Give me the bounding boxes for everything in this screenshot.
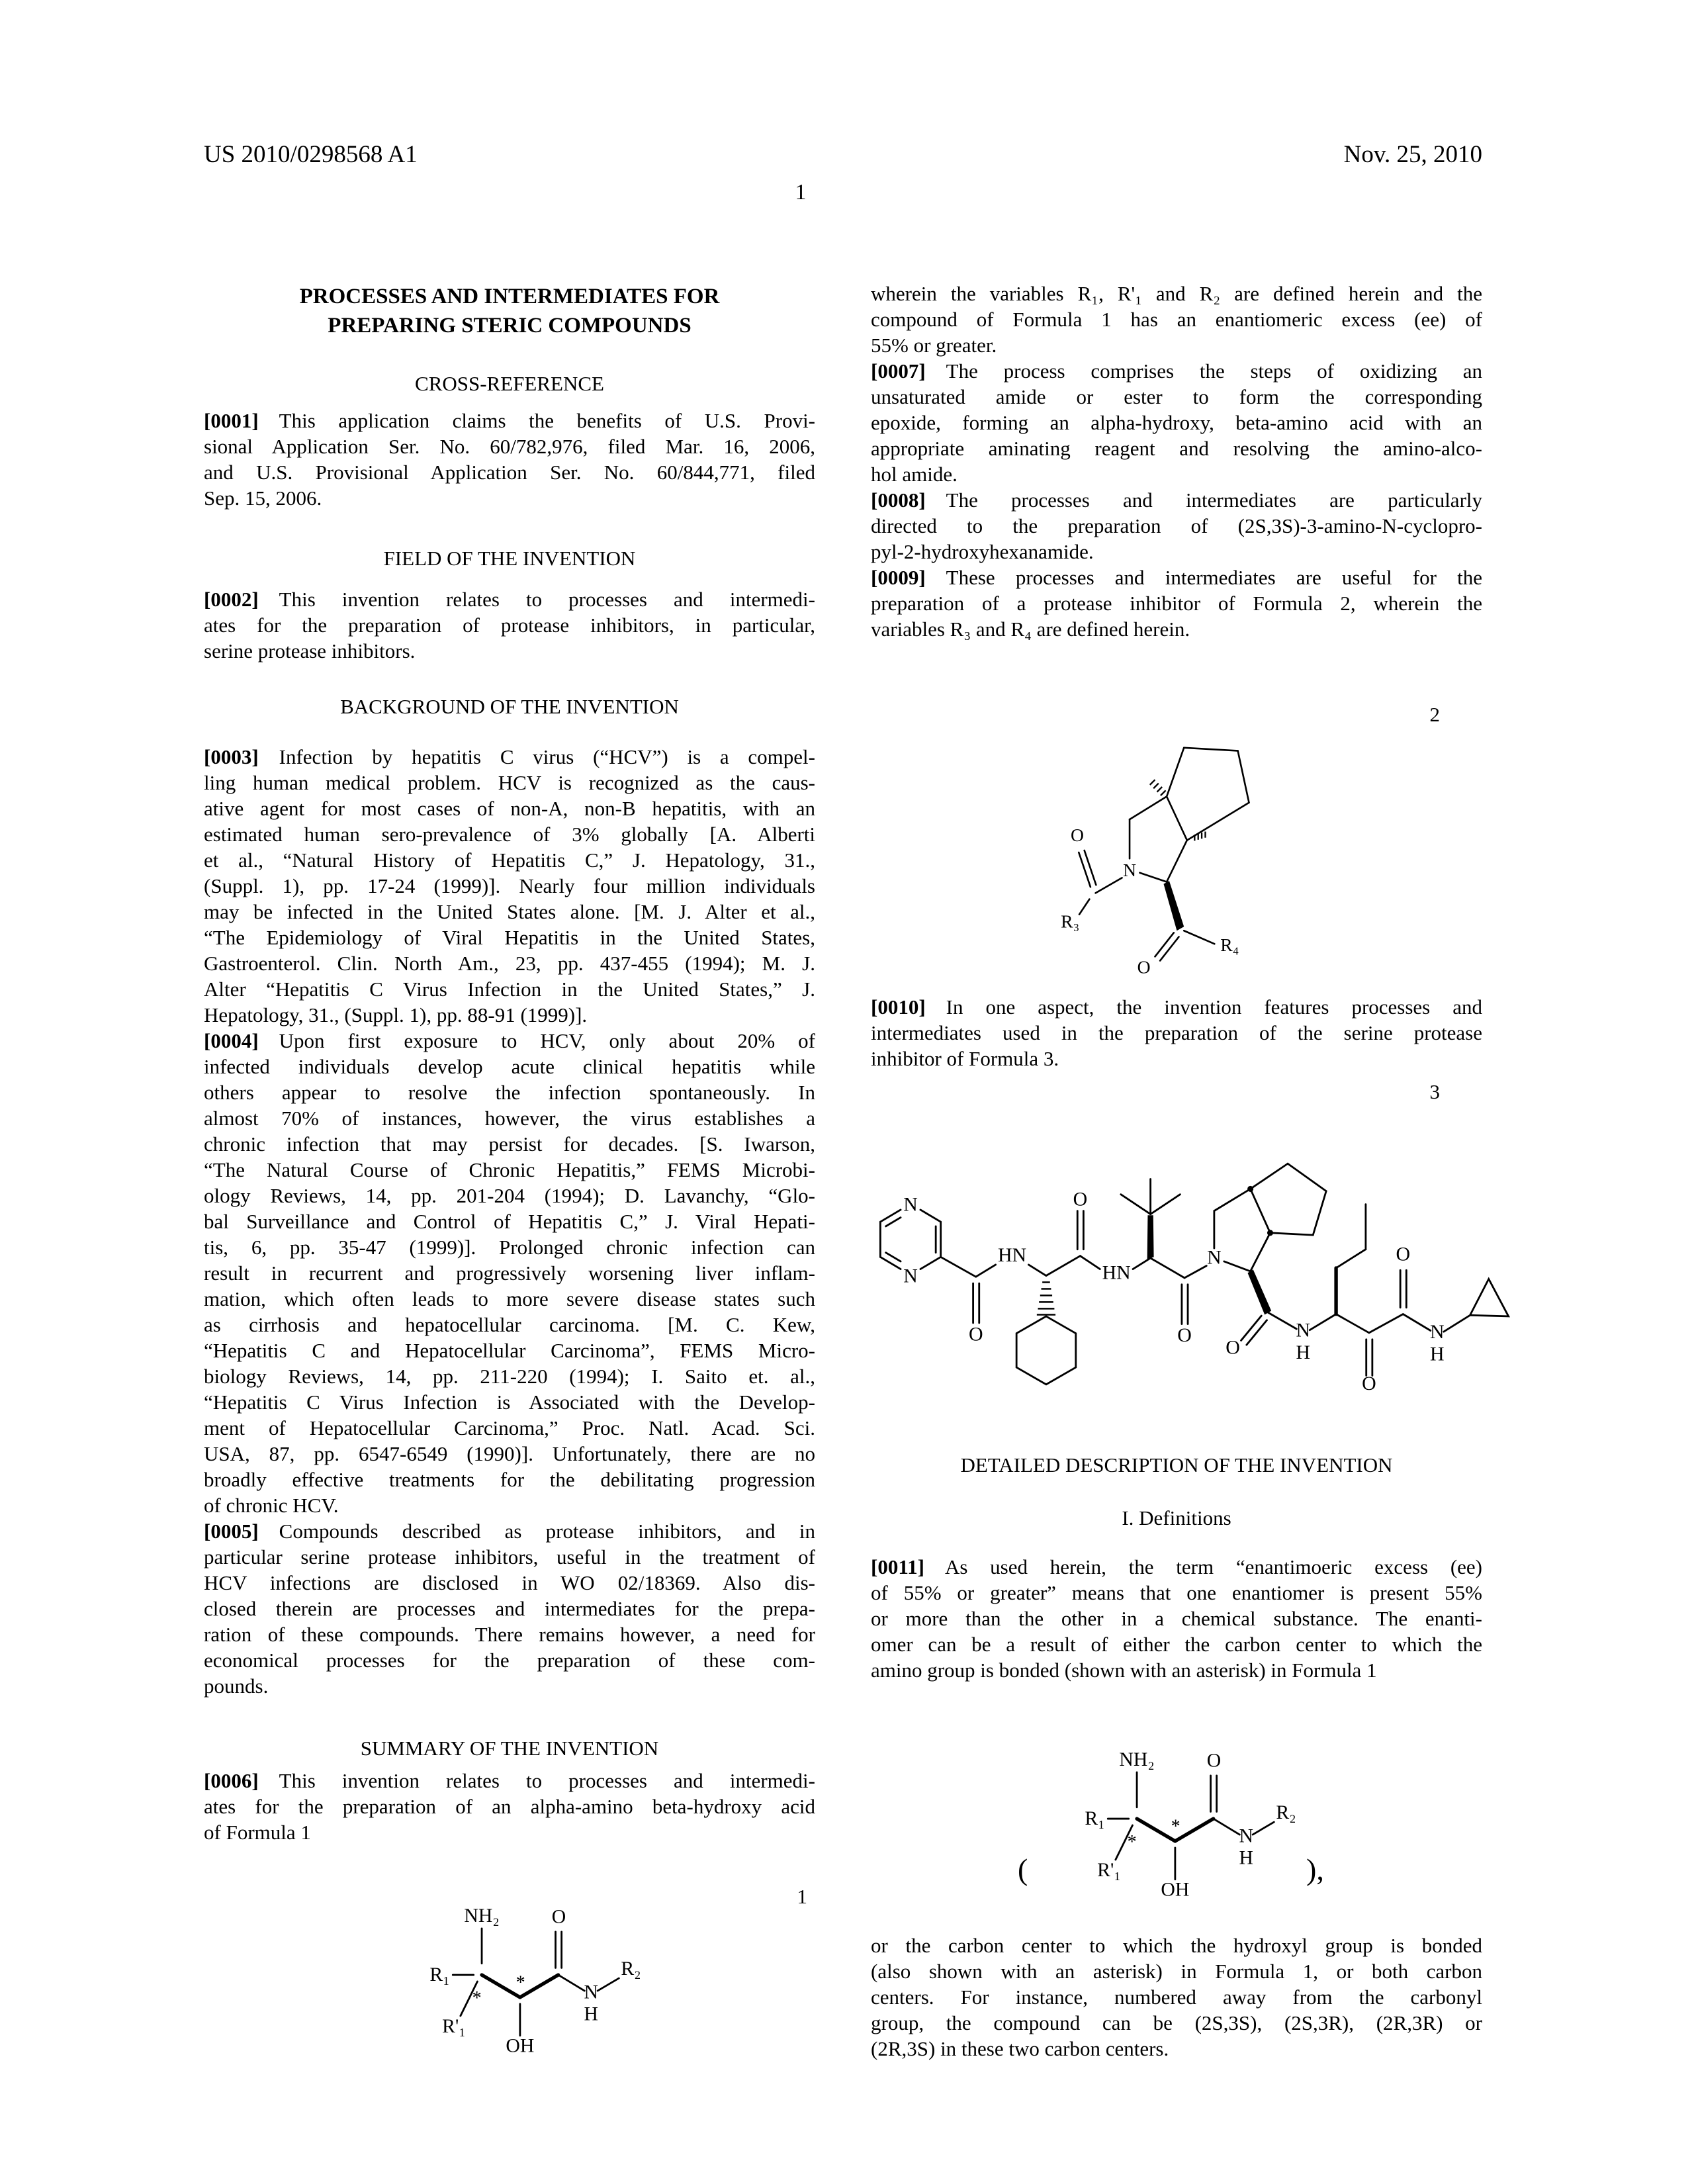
text-line: broadly effective treatments for the debilitating progression [204,1468,815,1491]
text-line: Alter “Hepatitis C Virus Infection in the United States,” J. [204,978,815,1001]
heading-detailed-description: DETAILED DESCRIPTION OF THE INVENTION [960,1453,1393,1477]
stereocenter-asterisk: * [1127,1831,1137,1852]
paragraph-0006 [204,1768,815,1845]
text-line: almost 70% of instances, however, the virus establishes a [204,1107,815,1130]
text-line: result in recurrent and progressively worsening liver inflam- [204,1261,815,1285]
formula-3-label: 3 [1429,1080,1440,1103]
paragraph-wherein [871,281,1482,358]
text-line: Sep. 15, 2006. [204,486,322,510]
amide-h-label: H [1239,1847,1253,1869]
paragraph-0009 [871,565,1482,642]
text-line: as cirrhosis and hepatocellular carcinoma. [M. C. Kew, [204,1313,815,1336]
text-line: Gastroenterol. Clin. North Am., 23, pp. 437-455 (1994); M. J. [204,952,815,975]
text-line: unsaturated amide or ester to form the corresponding [871,385,1482,408]
text-line: pounds. [204,1674,269,1698]
text-line: ates for the preparation of an alpha-amino beta-hydroxy acid [204,1795,815,1818]
text-line: PROCESSES AND INTERMEDIATES FOR [299,285,720,308]
paragraph-0004 [204,1028,815,1518]
carbonyl-o-label: O [1206,1750,1222,1772]
r2-label: R₂ [1276,1802,1296,1824]
text-line: tis, 6, pp. 35-47 (1999)]. Prolonged chronic infection can [204,1236,815,1259]
paragraph-0003 [204,744,815,1028]
text-line: infected individuals develop acute clinical hepatitis while [204,1055,815,1078]
text-line: [0010] In one aspect, the invention features processes and [871,995,1482,1019]
text-line: [0002] This invention relates to processes and intermedi- [204,588,815,611]
text-line: 55% or greater. [871,334,997,357]
text-line: others appear to resolve the infection spontaneously. In [204,1081,815,1104]
paragraph-0001 [204,408,815,511]
text-line: of chronic HCV. [204,1494,339,1517]
keto-o-label: O [1362,1373,1376,1395]
r1-prime-label: R'₁ [1097,1859,1121,1881]
text-line: USA, 87, pp. 6547-6549 (1990)]. Unfortunately, there are no [204,1442,815,1465]
text-line: “The Epidemiology of Viral Hepatitis in the United States, [204,926,815,949]
patent-date: Nov. 25, 2010 [1343,141,1482,168]
text-line: directed to the preparation of (2S,3S)-3-amino-N-cyclopro- [871,514,1482,537]
text-line: (Suppl. 1), pp. 17-24 (1999)]. Nearly four million individuals [204,874,815,897]
text-line: ration of these compounds. There remains however, a need for [204,1623,815,1646]
r1-prime-label: R'₁ [442,2015,466,2037]
text-line: [0011] As used herein, the term “enantimoeric excess (ee) [871,1555,1482,1578]
amide-hn-label: HN [1102,1261,1131,1284]
hydroxyl-label: OH [506,2035,535,2057]
text-line: compound of Formula 1 has an enantiomeric excess (ee) of [871,308,1482,331]
amide-n-label: N [1296,1319,1311,1342]
heading-field-of-invention: FIELD OF THE INVENTION [383,547,636,570]
close-paren: ), [1306,1852,1324,1886]
pyrazine-n-label: N [903,1193,918,1216]
text-line: (also shown with an asterisk) in Formula 1, or both carbon [871,1960,1482,1983]
open-paren: ( [1018,1852,1028,1886]
paragraph-0011 [871,1554,1482,1683]
carbonyl-o-label: O [1396,1243,1411,1265]
text-line: “The Natural Course of Chronic Hepatitis,” FEMS Microbi- [204,1158,815,1181]
stereocenter-asterisk: * [1171,1816,1181,1837]
text-line: bal Surveillance and Control of Hepatitis C,” J. Viral Hepati- [204,1210,815,1233]
carbonyl-o-label: O [1226,1336,1240,1359]
heading-definitions: I. Definitions [1122,1506,1231,1529]
text-line: ment of Hepatocellular Carcinoma,” Proc. Natl. Acad. Sci. [204,1416,815,1439]
formula-2-label: 2 [1429,703,1440,726]
text-line: [0001] This application claims the benefits of U.S. Provi- [204,409,815,432]
text-line: appropriate aminating reagent and resolving the amino-alco- [871,437,1482,460]
r3-label: R₃ [1061,911,1080,932]
text-line: ling human medical problem. HCV is recognized as the caus- [204,771,815,794]
text-line: of 55% or greater” means that one enantiomer is present 55% [871,1581,1482,1604]
carbonyl-o-label: O [1137,956,1151,978]
r1-label: R₁ [429,1964,450,1986]
text-line: particular serine protease inhibitors, useful in the treatment of [204,1545,815,1569]
text-line: estimated human sero-prevalence of 3% globally [A. Alberti [204,823,815,846]
stereocenter-asterisk: * [472,1987,482,2009]
heading-background: BACKGROUND OF THE INVENTION [340,695,679,718]
hydroxyl-label: OH [1161,1879,1190,1901]
paragraph-0007 [871,358,1482,487]
formula-1-structure [397,1897,648,2066]
text-line: [0006] This invention relates to processes and intermedi- [204,1769,815,1792]
paragraph-0002 [204,586,815,664]
text-line: centers. For instance, numbered away from the carbonyl [871,1985,1482,2009]
carbonyl-o-label: O [551,1906,566,1928]
text-line: [0003] Infection by hepatitis C virus (“HCV”) is a compel- [204,745,815,768]
text-line: inhibitor of Formula 3. [871,1047,1059,1070]
text-line: biology Reviews, 14, pp. 211-220 (1994); I. Saito et. al., [204,1365,815,1388]
amine-label: NH₂ [464,1905,500,1927]
amide-h-label: H [584,2003,598,2025]
text-line: may be infected in the United States alone. [M. J. Alter et al., [204,900,815,923]
r1-label: R₁ [1085,1808,1105,1830]
text-line: wherein the variables R₁, R'₁ and R₂ are defined herein and the [871,282,1482,305]
page-number: 1 [795,180,807,205]
amide-n-label: N [1429,1321,1445,1343]
text-line: ative agent for most cases of non-A, non-B hepatitis, with an [204,797,815,820]
text-line: [0009] These processes and intermediates are useful for the [871,566,1482,589]
amide-h-label: H [1429,1343,1445,1365]
text-line: omer can be a result of either the carbon center to which the [871,1633,1482,1656]
text-line: HCV infections are disclosed in WO 02/18369. Also dis- [204,1571,815,1594]
text-line: and U.S. Provisional Application Ser. No. 60/844,771, filed [204,461,815,484]
text-line: group, the compound can be (2S,3S), (2S,3R), (2R,3R) or [871,2011,1482,2034]
heading-cross-reference: CROSS-REFERENCE [415,372,604,395]
text-line: preparation of a protease inhibitor of Formula 2, wherein the [871,592,1482,615]
carbonyl-o-label: O [1177,1324,1192,1347]
stereocenter-asterisk: * [515,1972,525,1993]
carbonyl-o-label: O [968,1323,983,1345]
paragraph-0010 [871,994,1482,1071]
text-line: [0005] Compounds described as protease inhibitors, and in [204,1520,815,1543]
formula-2-structure [1036,725,1320,979]
text-line: variables R₃ and R₄ are defined herein. [871,617,1190,641]
text-line: hol amide. [871,463,958,486]
text-line: epoxide, forming an alpha-hydroxy, beta-amino acid with an [871,411,1482,434]
paragraph-0008 [871,487,1482,565]
text-line: “Hepatitis C and Hepatocellular Carcinoma”, FEMS Micro- [204,1339,815,1362]
text-line: closed therein are processes and intermediates for the prepa- [204,1597,815,1620]
text-line: economical processes for the preparation of these com- [204,1649,815,1672]
text-line: intermediates used in the preparation of the serine protease [871,1021,1482,1044]
text-line: serine protease inhibitors. [204,639,416,662]
text-line: Hepatology, 31., (Suppl. 1), pp. 88-91 (1999)]. [204,1003,588,1026]
document-title [204,282,815,340]
text-line: ates for the preparation of protease inhibitors, in particular, [204,614,815,637]
text-line: mation, which often leads to more severe disease states such [204,1287,815,1310]
patent-number: US 2010/0298568 A1 [204,141,418,168]
amide-h-label: H [1296,1341,1311,1363]
pyrazine-n-label: N [903,1265,918,1287]
text-line: or the carbon center to which the hydroxyl group is bonded [871,1934,1482,1957]
text-line: [0007] The process comprises the steps of oxidizing an [871,359,1482,383]
text-line: PREPARING STERIC COMPOUNDS [328,314,691,338]
text-line: [0008] The processes and intermediates are particularly [871,488,1482,512]
amine-label: NH₂ [1119,1749,1155,1770]
amide-hn-label: HN [997,1244,1027,1266]
formula-1-structure-repeat [1052,1741,1304,1910]
formula-3-structure [854,1152,1535,1410]
text-line: or more than the other in a chemical substance. The enanti- [871,1607,1482,1630]
carbonyl-o-label: O [1073,1188,1088,1210]
text-line: “Hepatitis C Virus Infection is Associated with the Develop- [204,1390,815,1414]
ring-n-label: N [1123,860,1137,881]
amide-n-label: N [584,1981,598,2003]
text-line: (2R,3S) in these two carbon centers. [871,2037,1169,2060]
carbonyl-o-label: O [1070,825,1084,846]
text-line: chronic infection that may persist for decades. [S. Iwarson, [204,1132,815,1156]
paragraph-0005 [204,1518,815,1699]
r2-label: R₂ [621,1958,641,1980]
text-line: amino group is bonded (shown with an asterisk) in Formula 1 [871,1659,1377,1682]
text-line: [0004] Upon first exposure to HCV, only about 20% of [204,1029,815,1052]
ring-n-label: N [1207,1246,1222,1269]
text-line: sional Application Ser. No. 60/782,976, filed Mar. 16, 2006, [204,435,815,458]
amide-n-label: N [1239,1825,1253,1847]
text-line: of Formula 1 [204,1821,311,1844]
paragraph-closing [871,1933,1482,2062]
r4-label: R₄ [1220,934,1239,955]
text-line: et al., “Natural History of Hepatitis C,” J. Hepatology, 31., [204,848,815,872]
text-line: ology Reviews, 14, pp. 201-204 (1994); D. Lavanchy, “Glo- [204,1184,815,1207]
text-line: pyl-2-hydroxyhexanamide. [871,540,1094,563]
formula-1-label: 1 [797,1885,807,1908]
heading-summary: SUMMARY OF THE INVENTION [360,1737,659,1760]
